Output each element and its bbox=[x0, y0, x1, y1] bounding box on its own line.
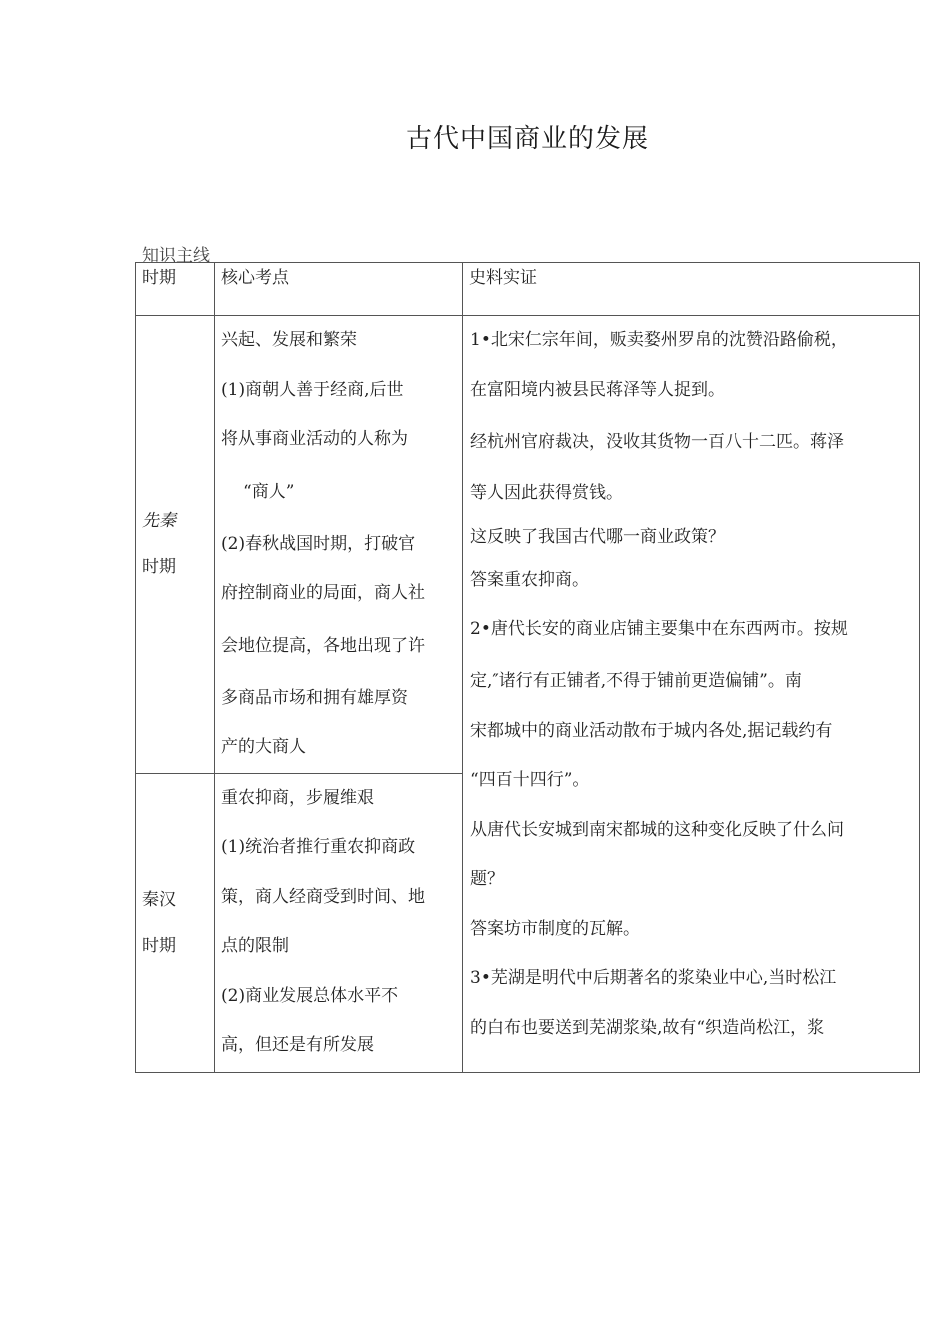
page-title: 古代中国商业的发展 bbox=[405, 124, 649, 154]
core-point-line: 点的限制 bbox=[221, 936, 289, 956]
core-point-line: 策，商人经商受到时间、地 bbox=[221, 886, 425, 907]
core-point-line: 高，但还是有所发展 bbox=[221, 1035, 374, 1055]
knowledge-table bbox=[135, 262, 920, 1073]
source-line: 宋都城中的商业活动散布于城内各处,据记载约有 bbox=[470, 720, 833, 741]
core-point-line: (1)统治者推行重农抑商政 bbox=[221, 837, 416, 857]
core-point-line: 兴起、发展和繁荣 bbox=[221, 330, 357, 350]
period-name: 秦汉 bbox=[142, 889, 176, 910]
source-line: 答案坊市制度的瓦解。 bbox=[470, 918, 640, 939]
table-row bbox=[136, 316, 920, 774]
source-line: 这反映了我国古代哪一商业政策？ bbox=[470, 527, 725, 547]
source-line: 在富阳境内被县民蒋泽等人捉到。 bbox=[470, 379, 725, 400]
core-points-cell-qin-han bbox=[215, 773, 463, 1072]
source-line: 的白布也要送到芜湖浆染,故有“织造尚松江，浆 bbox=[470, 1017, 825, 1038]
sources-cell bbox=[463, 316, 920, 1073]
core-point-line: 重农抑商，步履维艰 bbox=[221, 787, 374, 808]
source-line: 3•芜湖是明代中后期著名的浆染业中心,当时松江 bbox=[470, 968, 837, 988]
source-line: 等人因此获得赏钱。 bbox=[470, 483, 623, 503]
header-period: 时期 bbox=[136, 263, 215, 316]
period-name: 先秦 bbox=[142, 511, 176, 532]
header-sources: 史料实证 bbox=[463, 263, 920, 316]
source-line: “四百十四行”。 bbox=[470, 770, 590, 790]
core-point-line: 多商品市场和拥有雄厚资 bbox=[221, 687, 408, 708]
core-points-cell-pre-qin bbox=[215, 316, 463, 774]
core-point-line: 将从事商业活动的人称为 bbox=[221, 429, 408, 449]
period-cell-pre-qin bbox=[136, 316, 215, 774]
core-point-line: 府控制商业的局面，商人社 bbox=[221, 583, 425, 603]
source-line: 2•唐代长安的商业店铺主要集中在东西两市。按规 bbox=[470, 619, 848, 639]
source-line: 题？ bbox=[470, 869, 504, 889]
period-suffix: 时期 bbox=[142, 557, 176, 578]
period-suffix: 时期 bbox=[142, 935, 176, 956]
source-line: 经杭州官府裁决，没收其货物一百八十二匹。蒋泽 bbox=[470, 432, 844, 452]
source-line: 1•北宋仁宗年间，贩卖婺州罗帛的沈赞沿路偷税， bbox=[470, 330, 848, 350]
core-point-line: 会地位提高，各地出现了许 bbox=[221, 635, 425, 656]
core-point-line: (1)商朝人善于经商,后世 bbox=[221, 379, 404, 400]
core-point-line: (2)春秋战国时期，打破官 bbox=[221, 533, 416, 554]
core-point-line: (2)商业发展总体水平不 bbox=[221, 985, 399, 1006]
core-point-line: “商人” bbox=[243, 481, 295, 502]
table-header-row bbox=[136, 263, 920, 316]
period-cell-qin-han bbox=[136, 773, 215, 1072]
source-line: 答案重农抑商。 bbox=[470, 570, 589, 590]
section-label: 知识主线 bbox=[142, 246, 210, 266]
source-line: 从唐代长安城到南宋都城的这种变化反映了什么问 bbox=[470, 819, 844, 840]
source-line: 定,″诸行有正铺者,不得于铺前更造偏铺”。南 bbox=[470, 671, 802, 691]
core-point-line: 产的大商人 bbox=[221, 737, 306, 757]
header-core-points: 核心考点 bbox=[215, 263, 463, 316]
